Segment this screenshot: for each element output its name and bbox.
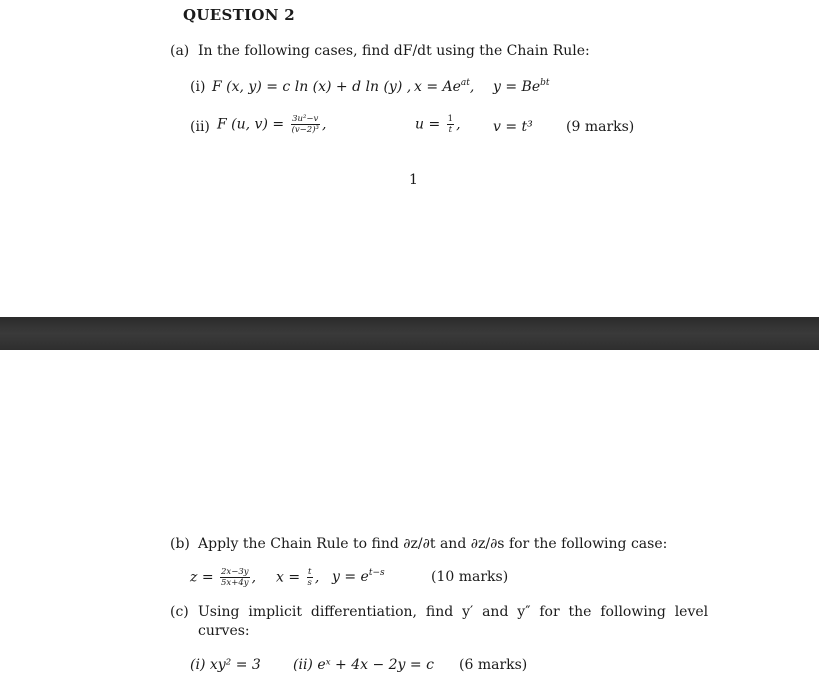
item-i-y-exponent: bt [540, 78, 550, 88]
item-ii-lhs: F (u, v) = [217, 116, 285, 133]
part-c-line-2: curves: [198, 623, 250, 639]
item-ii-u-lhs: u = [415, 116, 441, 133]
part-c-item-ii: (ii) eˣ + 4x − 2y = c [293, 657, 434, 673]
part-a-label: (a) [170, 43, 190, 59]
item-ii-denominator: (v−2)³ [291, 125, 319, 135]
page-number: 1 [409, 172, 418, 188]
part-b-label: (b) [170, 536, 190, 552]
item-ii-u: u = $\frac{1}{t}$ , [415, 114, 461, 135]
item-i-x-base: x = Ae [414, 79, 461, 95]
document-page-2 [0, 350, 819, 677]
question-title: QUESTION 2 [183, 6, 296, 24]
b-y-exponent: t−s [368, 568, 385, 578]
b-z-fraction [220, 567, 250, 588]
item-i-label: (i) [190, 79, 206, 95]
item-ii-numerator: 3u²−v [292, 114, 319, 124]
part-b-x: x = $\frac{t}{s}$ , [276, 567, 320, 588]
document-page-1 [0, 0, 819, 317]
b-z-lhs: z = [190, 569, 214, 586]
b-x-fraction [307, 567, 313, 588]
item-i-y [493, 79, 550, 95]
item-i-equation: F (x, y) = c ln (x) + d ln (y) , [212, 79, 412, 95]
marks-c: (6 marks) [459, 657, 528, 673]
item-ii-fraction [291, 114, 320, 135]
part-c-line-1: Using implicit differentiation, find y′ and y″ for the following level [198, 604, 709, 620]
part-a-text: In the following cases, find dF/dt using the Chain Rule: [198, 43, 590, 59]
item-ii-u-denominator: t [448, 125, 453, 135]
b-y-base: y = e [332, 569, 369, 585]
item-i-x: $x = Ae^{at}$, [414, 78, 475, 95]
item-ii-u-fraction [447, 114, 454, 135]
item-ii-v: v = t³ [493, 119, 533, 135]
marks-b: (10 marks) [431, 569, 509, 585]
b-x-lhs: x = [276, 569, 301, 586]
item-ii-label: (ii) [190, 119, 210, 135]
b-x-denominator: s [307, 578, 312, 588]
b-z-denominator: 5x+4y [221, 578, 249, 588]
item-i-y-base: y = Be [493, 79, 541, 95]
page-separator [0, 317, 819, 350]
part-b-text: Apply the Chain Rule to find ∂z/∂t and ∂z/∂s for the following case: [198, 536, 668, 552]
part-c-item-i: (i) xy² = 3 [190, 657, 261, 673]
part-c-label: (c) [170, 604, 189, 620]
item-ii-equation: F (u, v) = $\frac{\text{3u²−v}}{\text{(v−2)³}}$ , [217, 114, 327, 135]
part-b-y [332, 569, 385, 585]
marks-a: (9 marks) [566, 119, 635, 135]
item-ii-u-numerator: 1 [447, 114, 454, 124]
b-x-numerator: t [308, 567, 312, 577]
part-b-equation: z = $\frac{2x-3y}{5x+4y}$ , [190, 567, 257, 588]
item-i-x-exponent: at [460, 78, 470, 88]
b-z-numerator: 2x−3y [221, 567, 249, 577]
